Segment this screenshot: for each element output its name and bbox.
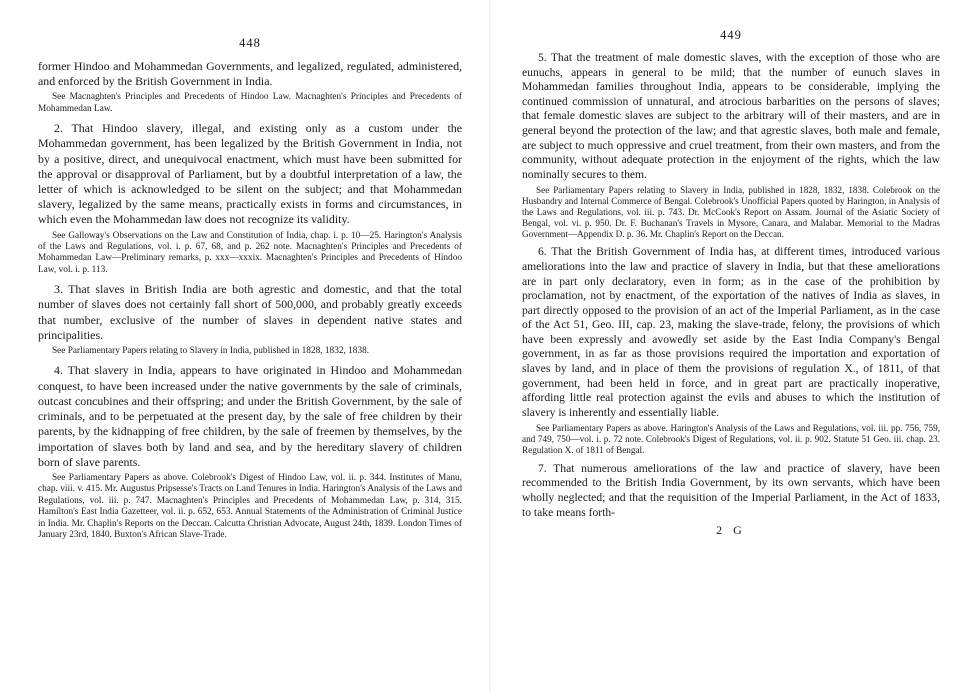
paragraph-7: 7. That numerous ameliorations of the law and practice of slavery, have been recommended to the British India Government, by its own servants, which have been wholly neglected; and that the requisition of the Imperial Parliament, in the Act of 1833, to take means forth- [522, 461, 940, 519]
page-number: 448 [239, 36, 261, 50]
signature-mark: 2 G [716, 523, 746, 538]
footnote: See Parliamentary Papers relating to Slavery in India, published in 1828, 1832, 1838. [52, 346, 370, 357]
paragraph-4: 4. That slavery in India, appears to have originated in Hindoo and Mohammedan conquest, to have been increased under the native governments by the sale of criminals, outcast concubines and their offspring; and under the British Government, by the sale of criminals, and to be perpetuated at the present day, by the sale of free children by their parents, by the kidnapping of free children, by the sale of freemen by themselves, by the importation of slaves both by land and sea, and by the hereditary slavery of children born of slave parents. [38, 363, 462, 469]
left-page-body [38, 59, 462, 541]
right-page [490, 0, 980, 692]
footnote: See Parliamentary Papers as above. Harington's Analysis of the Laws and Regulations, vol. iii. pp. 756, 759, and 749, 750—vol. i. p. 72 note. Colebrook's Digest of Regulations, vol. ii. p. 902. Statute 51 Geo. iii. chap. 23. Regulation X. of 1811 of Bengal. [522, 423, 940, 456]
paragraph-2: 2. That Hindoo slavery, illegal, and existing only as a custom under the Mohammedan government, has been legalized by the British Government in India, not by a positive, direct, and unequivocal enactment, which must have been submitted for the approval or disapproval of Parliament, but by a doubtful interpretation of a law, the letter of which is acknowledged to be silent on the subject; and that Mohammedan slavery, legalized by the same means, practically exists in forms and circumstances, in which even the Mohammedan law does not recognize its validity. [38, 121, 462, 227]
footnote: See Parliamentary Papers as above. Colebrook's Digest of Hindoo Law, vol. ii. p. 344. Institutes of Manu, chap. viii. v. 415. Mr. Augustus Pripsesse's Tracts on Land Tenures in India. Harington's Analysis of the Laws and Regulations, vol. iii. p. 747. Macnaghten's Principles and Precedents of Mohammedan Law, p. 314, 315. Hamilton's East India Gazetteer, vol. ii. p. 652, 653. Annual Statements of the Administration of Criminal Justice in India. Mr. Chaplin's Reports on the Deccan. Calcutta Christian Advocate, August 24th, 1839. London Times of January 23rd, 1840. Buxton's African Slave-Trade. [38, 472, 462, 540]
paragraph-5: 5. That the treatment of male domestic slaves, with the exception of those who are eunuchs, appears in general to be mild; that the number of eunuch slaves in Mohammedan families throughout India, appears to be considerable, implying the continued commission of unnatural, and atrocious barbarities on the persons of slaves; that female domestic slaves are subject to the arbitrary will of their masters, and are in general beyond the protection of the law; and that agrestic slaves, both male and female, are subject to much oppressive and cruel treatment, from their own masters, and from the community, without adequate protection in the enjoyment of the rights, which the law nominally secures to them. [522, 51, 940, 181]
paragraph-3: 3. That slaves in British India are both agrestic and domestic, and that the total number of slaves does not certainly fall short of 500,000, and probably greatly exceeds that number, exclusive of the number of slaves in dependent native states and principalities. [38, 282, 462, 342]
page-number: 449 [720, 28, 742, 42]
footnote: See Galloway's Observations on the Law and Constitution of India, chap. i. p. 10—25. Harington's Analysis of the Laws and Regulations, vol. i. p. 67, 68, and p. 262 note. Macnaghten's Principles and Precedents of Mohammedan Law—Preliminary remarks, p. xxx—xxxix. Macnaghten's Principles and Precedents of Hindoo Law, vol. i. p. 113. [38, 230, 462, 275]
right-page-body [522, 51, 940, 538]
footnote: See Macnaghten's Principles and Precedents of Hindoo Law. Macnaghten's Principles and Precedents of Mohammedan Law. [38, 92, 462, 114]
paragraph-continuation: former Hindoo and Mohammedan Governments, and legalized, regulated, administered, and enforced by the British Government in India. [38, 59, 462, 89]
footnote: See Parliamentary Papers relating to Slavery in India, published in 1828, 1832, 1838. Colebrook on the Husbandry and Internal Commerce of Bengal. Colebrook's Unofficial Papers quoted by Harington, in Analysis of the Laws and Regulations, vol. iii. p. 743. Dr. McCook's Report on Assam. Journal of the Asiatic Society of Bengal, vol. vi. p. 950. Dr. F. Buchanan's Travels in Mysore, Canara, and Malabar. Memorial to the Madras Government—Appendix D. p. 36. Mr. Chaplin's Report on the Deccan. [522, 185, 940, 239]
paragraph-6: 6. That the British Government of India has, at different times, introduced various ameliorations into the law and practice of slavery in India, but that these ameliorations are in part only declaratory, even in form; as in the case of the prohibition by proclamation, not by enactment, of the exportation of the natives of India as slaves, in part directly opposed to the provision of an act of the Imperial Parliament, as in the case of the Act 51, Geo. III, cap. 23, making the slave-trade, felony, the provisions of which have been expressly and avowedly set aside by the East India Company's Bengal government, in as far as those provisions required the importation and exportation of slaves by land, and in place of them the provisions of regulation X., of 1811, of that government, had been held in force, and in great part are practically inoperative, affording little real protection against the evils and abuses to which the institution of slavery is inherently and essentially liable. [522, 245, 940, 419]
